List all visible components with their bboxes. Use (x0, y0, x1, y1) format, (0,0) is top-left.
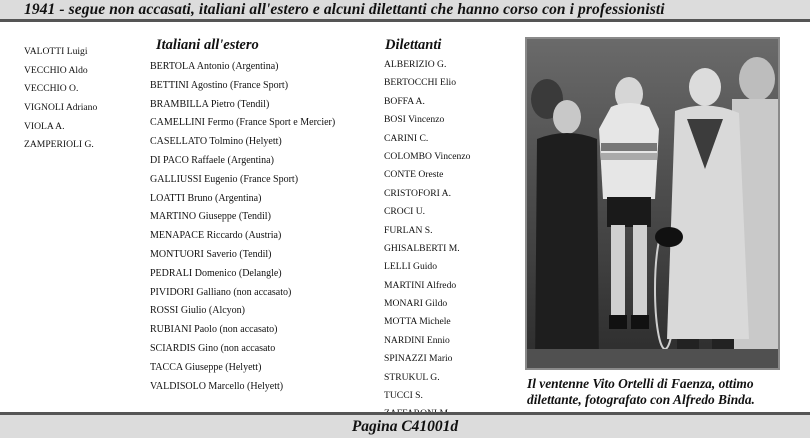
italiani-estero-item: MENAPACE Riccardo (Austria) (150, 230, 282, 242)
italiani-estero-item: GALLIUSSI Eugenio (France Sport) (150, 173, 299, 185)
italiani-estero-item: VALDISOLO Marcello (Helyett) (150, 380, 284, 392)
dilettanti-item: ALBERIZIO G. (384, 59, 447, 70)
dilettanti-item: BOSI Vincenzo (384, 114, 445, 126)
italiani-estero-item: LOATTI Bruno (Argentina) (150, 192, 262, 204)
dilettanti-item: COLOMBO Vincenzo (384, 150, 471, 162)
dilettanti-item: CROCI U. (384, 206, 426, 218)
italiani-estero-item: TACCA Giuseppe (Helyett) (150, 361, 262, 373)
italiani-estero-item: ROSSI Giulio (Alcyon) (150, 305, 245, 317)
dilettanti-item: BOFFA A. (384, 95, 425, 107)
non-accasati-item: VALOTTI Luigi (24, 46, 88, 57)
dilettanti-item: STRUKUL G. (384, 371, 440, 383)
dilettanti-item: NARDINI Ennio (384, 334, 450, 346)
italiani-estero-item: BERTOLA Antonio (Argentina) (150, 61, 279, 72)
dilettanti-item: CONTE Oreste (384, 169, 444, 181)
non-accasati-item: ZAMPERIOLI G. (24, 139, 94, 151)
non-accasati-item: VECCHIO O. (24, 83, 79, 95)
italiani-estero-item: RUBIANI Paolo (non accasato) (150, 324, 278, 336)
dilettanti-item: GHISALBERTI M. (384, 242, 460, 254)
non-accasati-item: VIOLA A. (24, 120, 65, 132)
dilettanti-list (384, 56, 470, 424)
italiani-estero-item: MONTUORI Saverio (Tendil) (150, 248, 272, 260)
italiani-estero-item: CASELLATO Tolmino (Helyett) (150, 136, 282, 148)
non-accasati-list (24, 43, 97, 155)
italiani-estero-item: PEDRALI Domenico (Delangle) (150, 267, 282, 279)
italiani-estero-item: MARTINO Giuseppe (Tendil) (150, 211, 271, 223)
italiani-estero-item: SCIARDIS Gino (non accasato (150, 342, 276, 354)
dilettanti-item: MONARI Gildo (384, 298, 448, 310)
photo-illustration (527, 39, 778, 368)
dilettanti-item: TUCCI S. (384, 390, 423, 402)
italiani-estero-item: BRAMBILLA Pietro (Tendil) (150, 98, 270, 110)
dilettanti-item: MARTINI Alfredo (384, 279, 457, 291)
italiani-estero-item: DI PACO Raffaele (Argentina) (150, 154, 274, 166)
dilettanti-item: LELLI Guido (384, 261, 438, 273)
dilettanti-item: MOTTA Michele (384, 316, 451, 328)
page-header (0, 0, 810, 22)
page-number: Pagina C41001d (351, 418, 459, 435)
italiani-estero-list (150, 58, 335, 396)
dilettanti-item: BERTOCCHI Elio (384, 77, 457, 89)
italiani-estero-heading: Italiani all'estero (156, 37, 259, 53)
italiani-estero-item: BETTINI Agostino (France Sport) (150, 79, 289, 91)
italiani-estero-item: PIVIDORI Galliano (non accasato) (150, 286, 292, 298)
photo-caption: Il ventenne Vito Ortelli di Faenza, ottimo dilettante, fotografato con Alfredo Binda. (527, 376, 755, 407)
dilettanti-item: CRISTOFORI A. (384, 187, 451, 199)
dilettanti-item: CARINI C. (384, 132, 429, 144)
historic-photo (525, 37, 780, 370)
page-title: 1941 - segue non accasati, italiani all'estero e alcuni dilettanti che hanno corso con i professionisti (24, 1, 665, 18)
non-accasati-item: VECCHIO Aldo (24, 64, 88, 76)
non-accasati-item: VIGNOLI Adriano (24, 102, 98, 114)
dilettanti-heading: Dilettanti (385, 37, 442, 53)
page-footer (0, 412, 810, 438)
italiani-estero-item: CAMELLINI Fermo (France Sport e Mercier) (150, 117, 336, 129)
dilettanti-item: FURLAN S. (384, 224, 433, 236)
dilettanti-item: SPINAZZI Mario (384, 353, 453, 365)
